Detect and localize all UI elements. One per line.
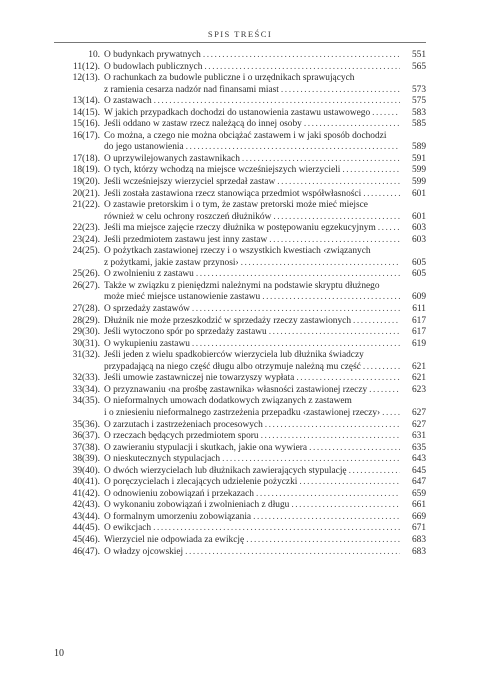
dot-leader [256,489,400,501]
toc-entry-body [100,512,426,524]
toc-entry-body [100,454,426,466]
toc-entry [54,281,426,304]
toc-entry-number: 11(12). [73,61,100,72]
toc-entry-number: 24(25). [72,246,100,257]
toc-entry-body [100,119,426,131]
toc-entry-number: 43(44). [72,511,100,522]
dot-leader [342,165,400,177]
toc-entry-page: 643 [411,454,426,465]
toc-entry-number: 33(34). [72,384,100,395]
toc-entry-title: W jakich przypadkach dochodzi do ustanowienia zastawu ustawowego [104,107,371,118]
toc-entry [54,396,426,419]
toc-entry-title: O zastawie pretorskim i o tym, że zastaw pretorski może mieć miejsce [104,200,368,211]
toc-entry-title: O zarzutach i zastrzeżeniach procesowych [104,419,263,430]
toc-entry-number: 42(43). [72,500,100,511]
toc-entry-page: 585 [411,119,426,130]
toc-entry-number: 35(36). [72,419,100,430]
toc-entry-body [100,443,426,455]
toc-entry-number: 36(37). [72,431,100,442]
toc-entry-page: 609 [411,292,426,303]
toc-entry-page: 599 [411,177,426,188]
toc-entry-page: 671 [411,523,426,534]
toc-entry-number: 39(40). [72,465,100,476]
toc-entry-line [104,385,426,397]
toc-entry-body [100,108,426,120]
dot-leader [369,385,400,397]
toc-entry [54,246,426,269]
toc-entry-title: O budynkach prywatnych [104,50,201,60]
toc-entry-title: O przyznawaniu ‹na prośbę zastawnika› własności zastawionej rzeczy [104,384,368,395]
dot-leader [277,177,400,189]
dot-leader [363,362,400,374]
toc-entry [54,547,426,559]
toc-entry-page: 669 [411,511,426,522]
table-of-contents [54,50,426,558]
toc-entry-body [100,339,426,351]
toc-entry-page: 551 [411,50,426,60]
toc-entry-line [104,396,426,408]
toc-entry-line [104,281,426,293]
toc-entry-number: 45(46). [72,534,100,545]
toc-entry-number: 21(22). [72,200,100,211]
toc-entry [54,327,426,339]
dot-leader [241,258,400,270]
toc-entry-line [104,477,426,489]
toc-entry [54,189,426,201]
toc-entry [54,108,426,120]
toc-entry-number: 34(35). [72,396,100,407]
toc-entry-line [104,200,426,212]
toc-entry [54,96,426,108]
toc-entry-page: 599 [411,165,426,176]
toc-entry-number: 19(20). [72,177,100,188]
toc-entry-page: 565 [411,61,426,72]
toc-entry-line [104,373,426,385]
toc-entry [54,535,426,547]
toc-entry-title: Jeśli ma miejsce zajęcie rzeczy dłużnika w postępowaniu egzekucyjnym [104,223,376,234]
toc-entry-number: 29(30). [72,327,100,338]
toc-entry-line [104,512,426,524]
toc-entry-page: 605 [411,257,426,268]
toc-entry-title: Także w związku z pieniędzmi należnymi na podstawie skryptu dłużnego [104,280,380,291]
toc-entry-number: 22(23). [72,223,100,234]
toc-entry-page: 575 [411,96,426,107]
toc-entry-page: 617 [411,315,426,326]
toc-entry-page: 611 [412,304,426,315]
toc-entry-body [100,316,426,328]
toc-entry [54,165,426,177]
toc-entry [54,477,426,489]
toc-entry-line [104,189,426,201]
toc-entry-body [100,246,426,269]
toc-entry-body [100,535,426,547]
toc-entry-number: 37(38). [72,442,100,453]
toc-entry-page: 623 [411,384,426,395]
toc-entry-body [100,547,426,559]
toc-entry-title: O rzeczach będących przedmiotem sporu [104,431,259,442]
toc-entry-title: O formalnym umorzeniu zobowiązania [104,511,252,522]
dot-leader [192,304,400,316]
toc-entry-body [100,73,426,96]
toc-entry-body [100,489,426,501]
toc-entry-line [104,165,426,177]
page-number: 10 [54,648,64,659]
dot-leader [269,327,400,339]
toc-entry-number: 17(18). [72,153,100,164]
header-rule [54,42,426,43]
toc-entry [54,235,426,247]
toc-entry-line [104,50,426,62]
toc-entry-page: 621 [411,361,426,372]
toc-entry-body [100,50,426,62]
dot-leader [222,454,400,466]
toc-entry-page: 601 [411,188,426,199]
dot-leader [203,50,400,62]
toc-entry [54,62,426,74]
toc-entry-body [100,431,426,443]
toc-entry-body [100,373,426,385]
toc-entry-number: 30(31). [72,338,100,349]
toc-entry-page: 621 [411,373,426,384]
toc-entry-line [104,154,426,166]
toc-entry-body [100,62,426,74]
toc-entry-body [100,466,426,478]
toc-entry-page: 591 [411,153,426,164]
dot-leader [265,420,400,432]
toc-entry-page: 647 [411,477,426,488]
toc-entry-line [104,316,426,328]
toc-entry [54,373,426,385]
toc-entry-title: O zawieraniu stypulacji i skutkach, jakie ona wywiera [104,442,308,453]
toc-entry-number: 40(41). [72,477,100,488]
toc-entry-line [104,535,426,547]
toc-entry [54,443,426,455]
dot-leader [273,212,400,224]
toc-entry-body [100,327,426,339]
toc-entry [54,200,426,223]
toc-entry-title: z ramienia cesarza nadzór nad finansami miast [104,84,279,95]
toc-entry-body [100,223,426,235]
toc-entry [54,385,426,397]
toc-entry-page: 659 [411,488,426,499]
toc-entry-line [104,212,426,224]
toc-entry-line [104,108,426,120]
dot-leader [378,223,400,235]
dot-leader [242,154,400,166]
toc-entry-line [104,327,426,339]
toc-entry-page: 601 [411,211,426,222]
dot-leader [382,408,400,420]
toc-entry-body [100,165,426,177]
toc-entry-title: może mieć miejsce ustanowienie zastawu [104,292,261,303]
dot-leader [253,512,400,524]
toc-entry-line [104,131,426,143]
toc-entry-title: i o zniesieniu nieformalnego zastrzeżenia przepadku ‹zastawionej rzeczy› [104,407,381,418]
toc-entry-title: O sprzedaży zastawów [104,304,190,315]
toc-entry-title: O zwolnieniu z zastawu [104,269,194,280]
toc-entry-line [104,142,426,154]
toc-entry [54,420,426,432]
toc-entry-number: 32(33). [72,373,100,384]
toc-entry-title: O tych, którzy wchodzą na miejsce wcześniejszych wierzycieli [104,165,341,176]
toc-entry [54,131,426,154]
toc-entry-title: również w celu ochrony roszczeń dłużników [104,211,272,222]
toc-entry-number: 18(19). [72,165,100,176]
toc-entry-number: 15(16). [72,119,100,130]
toc-entry-title: do jego ustanowienia [104,142,184,153]
toc-entry-line [104,523,426,535]
toc-entry-line [104,362,426,374]
toc-entry-title: Jeśli została zastawiona rzecz stanowiąca przedmiot współwłasności [104,188,362,199]
toc-entry-title: O dwóch wierzycielach lub dłużnikach zawierających stypulację [104,465,347,476]
toc-entry-body [100,281,426,304]
toc-entry [54,269,426,281]
toc-entry-line [104,339,426,351]
toc-entry-page: 627 [411,407,426,418]
toc-entry-line [104,547,426,559]
toc-entry [54,512,426,524]
toc-entry-number: 13(14). [72,96,100,107]
toc-entry-title: Jeśli przedmiotem zastawu jest inny zastaw [104,234,268,245]
dot-leader [296,373,400,385]
toc-entry-number: 38(39). [72,454,100,465]
toc-entry-line [104,258,426,270]
dot-leader [353,316,400,328]
toc-entry-body [100,235,426,247]
toc-entry-title: O zastawach [104,96,152,107]
toc-entry-body [100,304,426,316]
toc-entry-line [104,96,426,108]
toc-entry-number: 25(26). [72,269,100,280]
toc-entry-page: 603 [411,234,426,245]
toc-entry-number: 10. [88,50,100,60]
dot-leader [309,443,400,455]
toc-entry [54,454,426,466]
toc-entry-page: 603 [411,223,426,234]
toc-entry-body [100,523,426,535]
toc-entry-title: O poręczycielach i zlecających udzielenie pożyczki [104,477,298,488]
dot-leader [186,142,400,154]
toc-entry-number: 20(21). [72,188,100,199]
toc-entry-number: 28(29). [72,315,100,326]
toc-entry-title: O rachunkach za budowle publiczne i o urzędnikach sprawujących [104,73,355,84]
dot-leader [269,235,400,247]
toc-entry-line [104,466,426,478]
toc-entry-title: O nieformalnych umowach dodatkowych związanych z zastawem [104,396,352,407]
toc-entry-line [104,119,426,131]
toc-entry-body [100,96,426,108]
toc-entry [54,119,426,131]
toc-entry-body [100,385,426,397]
toc-entry-line [104,408,426,420]
toc-entry-number: 14(15). [72,107,100,118]
toc-entry-title: Dłużnik nie może przeszkodzić w sprzedaży rzeczy zastawionych [104,315,352,326]
dot-leader [246,535,400,547]
toc-entry-title: przypadającą na niego część długu albo otrzymuje należną mu część [104,361,361,372]
toc-entry-line [104,454,426,466]
toc-entry-number: 12(13). [72,73,100,84]
toc-entry [54,154,426,166]
toc-entry-title: O uprzywilejowanych zastawnikach [104,153,240,164]
toc-entry-page: 617 [411,327,426,338]
toc-entry-number: 44(45). [72,523,100,534]
toc-entry-page: 583 [411,107,426,118]
toc-entry-line [104,177,426,189]
toc-entry-line [104,431,426,443]
toc-entry-number: 26(27). [72,280,100,291]
toc-entry-title: O budowlach publicznych [104,61,203,72]
toc-entry-page: 683 [411,546,426,557]
dot-leader [185,547,400,559]
toc-entry-title: Jeśli wcześniejszy wierzyciel sprzedał zastaw [104,177,276,188]
toc-entry [54,431,426,443]
toc-entry-page: 635 [411,442,426,453]
toc-entry-page: 589 [411,142,426,153]
dot-leader [154,96,400,108]
dot-leader [196,269,400,281]
toc-entry-number: 23(24). [72,234,100,245]
toc-entry-body [100,200,426,223]
toc-entry-number: 27(28). [72,304,100,315]
toc-entry-body [100,420,426,432]
toc-entry [54,316,426,328]
toc-entry-number: 46(47). [72,546,100,557]
toc-entry [54,466,426,478]
toc-entry [54,304,426,316]
dot-leader [281,85,400,97]
toc-entry-body [100,131,426,154]
dot-leader [299,477,400,489]
dot-leader [304,119,400,131]
toc-entry-line [104,443,426,455]
toc-entry-title: O władzy ojcowskiej [104,546,184,557]
toc-entry-title: Jeśli umowie zastawniczej nie towarzyszy wypłata [104,373,295,384]
toc-entry-line [104,489,426,501]
toc-entry-title: O wykupieniu zastawu [104,338,190,349]
dot-leader [204,62,400,74]
toc-entry-title: O nieskutecznych stypulacjach [104,454,221,465]
toc-entry-title: O odnowieniu zobowiązań i przekazach [104,488,254,499]
toc-entry-title: O ewikcjach [104,523,152,534]
toc-entry-number: 16(17). [72,130,100,141]
toc-entry-line [104,246,426,258]
toc-entry [54,177,426,189]
toc-entry-page: 605 [411,269,426,280]
toc-entry-line [104,73,426,85]
dot-leader [192,339,400,351]
dot-leader [291,500,400,512]
toc-entry [54,523,426,535]
toc-entry-title: O pożytkach zastawionej rzeczy i o wszystkich kwestiach ‹związanych [104,246,371,257]
dot-leader [261,431,400,443]
dot-leader [363,189,400,201]
toc-entry-line [104,304,426,316]
toc-entry [54,489,426,501]
toc-entry-page: 573 [411,84,426,95]
toc-entry-title: Co można, a czego nie można obciążać zastawem i w jaki sposób dochodzi [104,130,387,141]
toc-entry-body [100,177,426,189]
toc-entry-body [100,154,426,166]
toc-entry-body [100,189,426,201]
toc-entry-page: 645 [411,465,426,476]
toc-entry-body [100,396,426,419]
toc-entry-body [100,500,426,512]
toc-entry-title: z pożytkami, jakie zastaw przynosi› [104,257,239,268]
toc-entry-page: 627 [411,419,426,430]
dot-leader [153,523,400,535]
toc-entry-page: 661 [411,500,426,511]
toc-entry-page: 631 [411,431,426,442]
toc-entry-line [104,350,426,362]
dot-leader [349,466,400,478]
toc-entry-body [100,269,426,281]
toc-entry-line [104,223,426,235]
toc-entry [54,73,426,96]
toc-entry [54,223,426,235]
toc-entry-title: Jeśli oddano w zastaw rzecz należącą do innej osoby [104,119,302,130]
toc-entry-line [104,500,426,512]
toc-entry-number: 41(42). [72,488,100,499]
toc-entry [54,50,426,62]
toc-entry-line [104,269,426,281]
dot-leader [372,108,400,120]
toc-entry-title: Jeśli wytoczono spór po sprzedaży zastawu [104,327,267,338]
toc-entry-number: 31(32). [72,350,100,361]
toc-entry-page: 683 [411,534,426,545]
toc-entry-line [104,235,426,247]
toc-entry-title: O wykonaniu zobowiązań i zwolnieniach z długu [104,500,290,511]
page-header-title: SPIS TREŚCI [207,29,273,39]
toc-entry [54,500,426,512]
toc-entry-line [104,85,426,97]
dot-leader [262,292,400,304]
toc-entry-line [104,62,426,74]
toc-entry-body [100,477,426,489]
toc-entry-line [104,420,426,432]
toc-entry-line [104,292,426,304]
toc-entry-page: 619 [411,338,426,349]
toc-entry [54,339,426,351]
toc-entry-title: Jeśli jeden z wielu spadkobierców wierzyciela lub dłużnika świadczy [104,350,364,361]
toc-entry-title: Wierzyciel nie odpowiada za ewikcję [104,534,245,545]
toc-entry-body [100,350,426,373]
toc-entry [54,350,426,373]
